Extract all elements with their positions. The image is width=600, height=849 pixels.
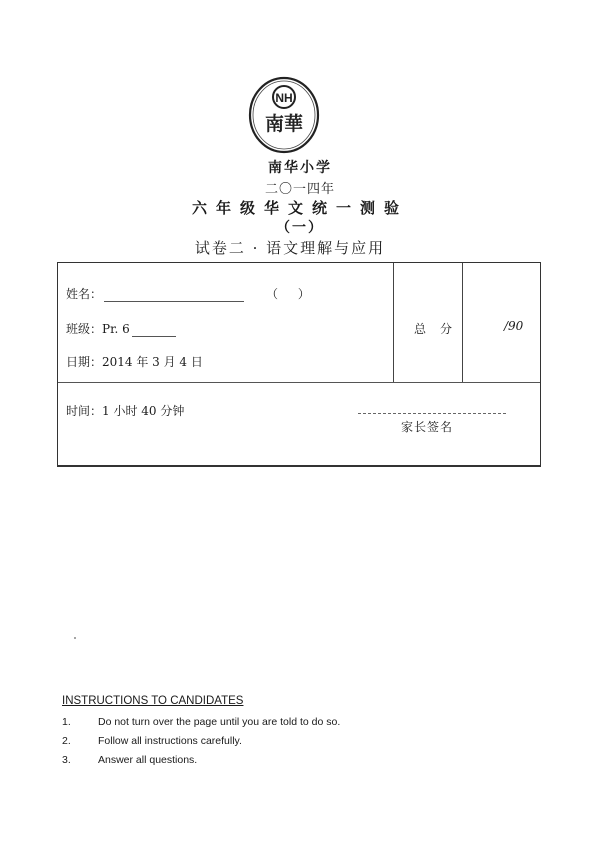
- divider: [58, 382, 540, 383]
- index-number-paren: （ ）: [266, 287, 318, 301]
- stray-mark: [74, 637, 76, 639]
- instruction-number: 1.: [62, 716, 71, 728]
- student-info-box: [57, 262, 541, 467]
- name-row: [66, 285, 318, 302]
- logo-name: 南華: [264, 113, 304, 135]
- paper-title: 试卷二 · 语文理解与应用: [194, 239, 386, 257]
- class-blank: [132, 325, 176, 337]
- instruction-item: [62, 716, 340, 728]
- exam-part: （一）: [276, 220, 324, 236]
- exam-title: 六年级华文统一测验: [191, 199, 408, 217]
- logo-initials: NH: [275, 91, 293, 105]
- name-blank: [104, 290, 244, 302]
- instructions-title: INSTRUCTIONS TO CANDIDATES: [62, 695, 244, 707]
- school-logo: [234, 75, 334, 155]
- divider: [393, 263, 394, 382]
- class-row: [66, 320, 176, 337]
- signature-line: [358, 413, 506, 414]
- instruction-item: [62, 754, 197, 766]
- instruction-text: Do not turn over the page until you are told to do so.: [98, 716, 341, 728]
- instruction-number: 3.: [62, 754, 71, 766]
- name-label: 姓名：: [66, 287, 103, 301]
- total-score-label: 总分: [414, 322, 467, 336]
- instruction-number: 2.: [62, 735, 71, 747]
- class-label: 班级：Pr. 6: [66, 322, 130, 336]
- instruction-text: Follow all instructions carefully.: [98, 735, 242, 747]
- date-label: 日期：2014 年 3 月 4 日: [66, 355, 203, 369]
- instruction-text: Answer all questions.: [98, 754, 198, 766]
- exam-year: 二〇一四年: [264, 182, 335, 197]
- instruction-item: [62, 735, 242, 747]
- time-label: 时间：1 小时 40 分钟: [66, 404, 185, 418]
- score-total: /90: [504, 319, 524, 333]
- school-name: 南华小学: [268, 160, 332, 176]
- parent-signature-label: 家长签名: [401, 420, 454, 434]
